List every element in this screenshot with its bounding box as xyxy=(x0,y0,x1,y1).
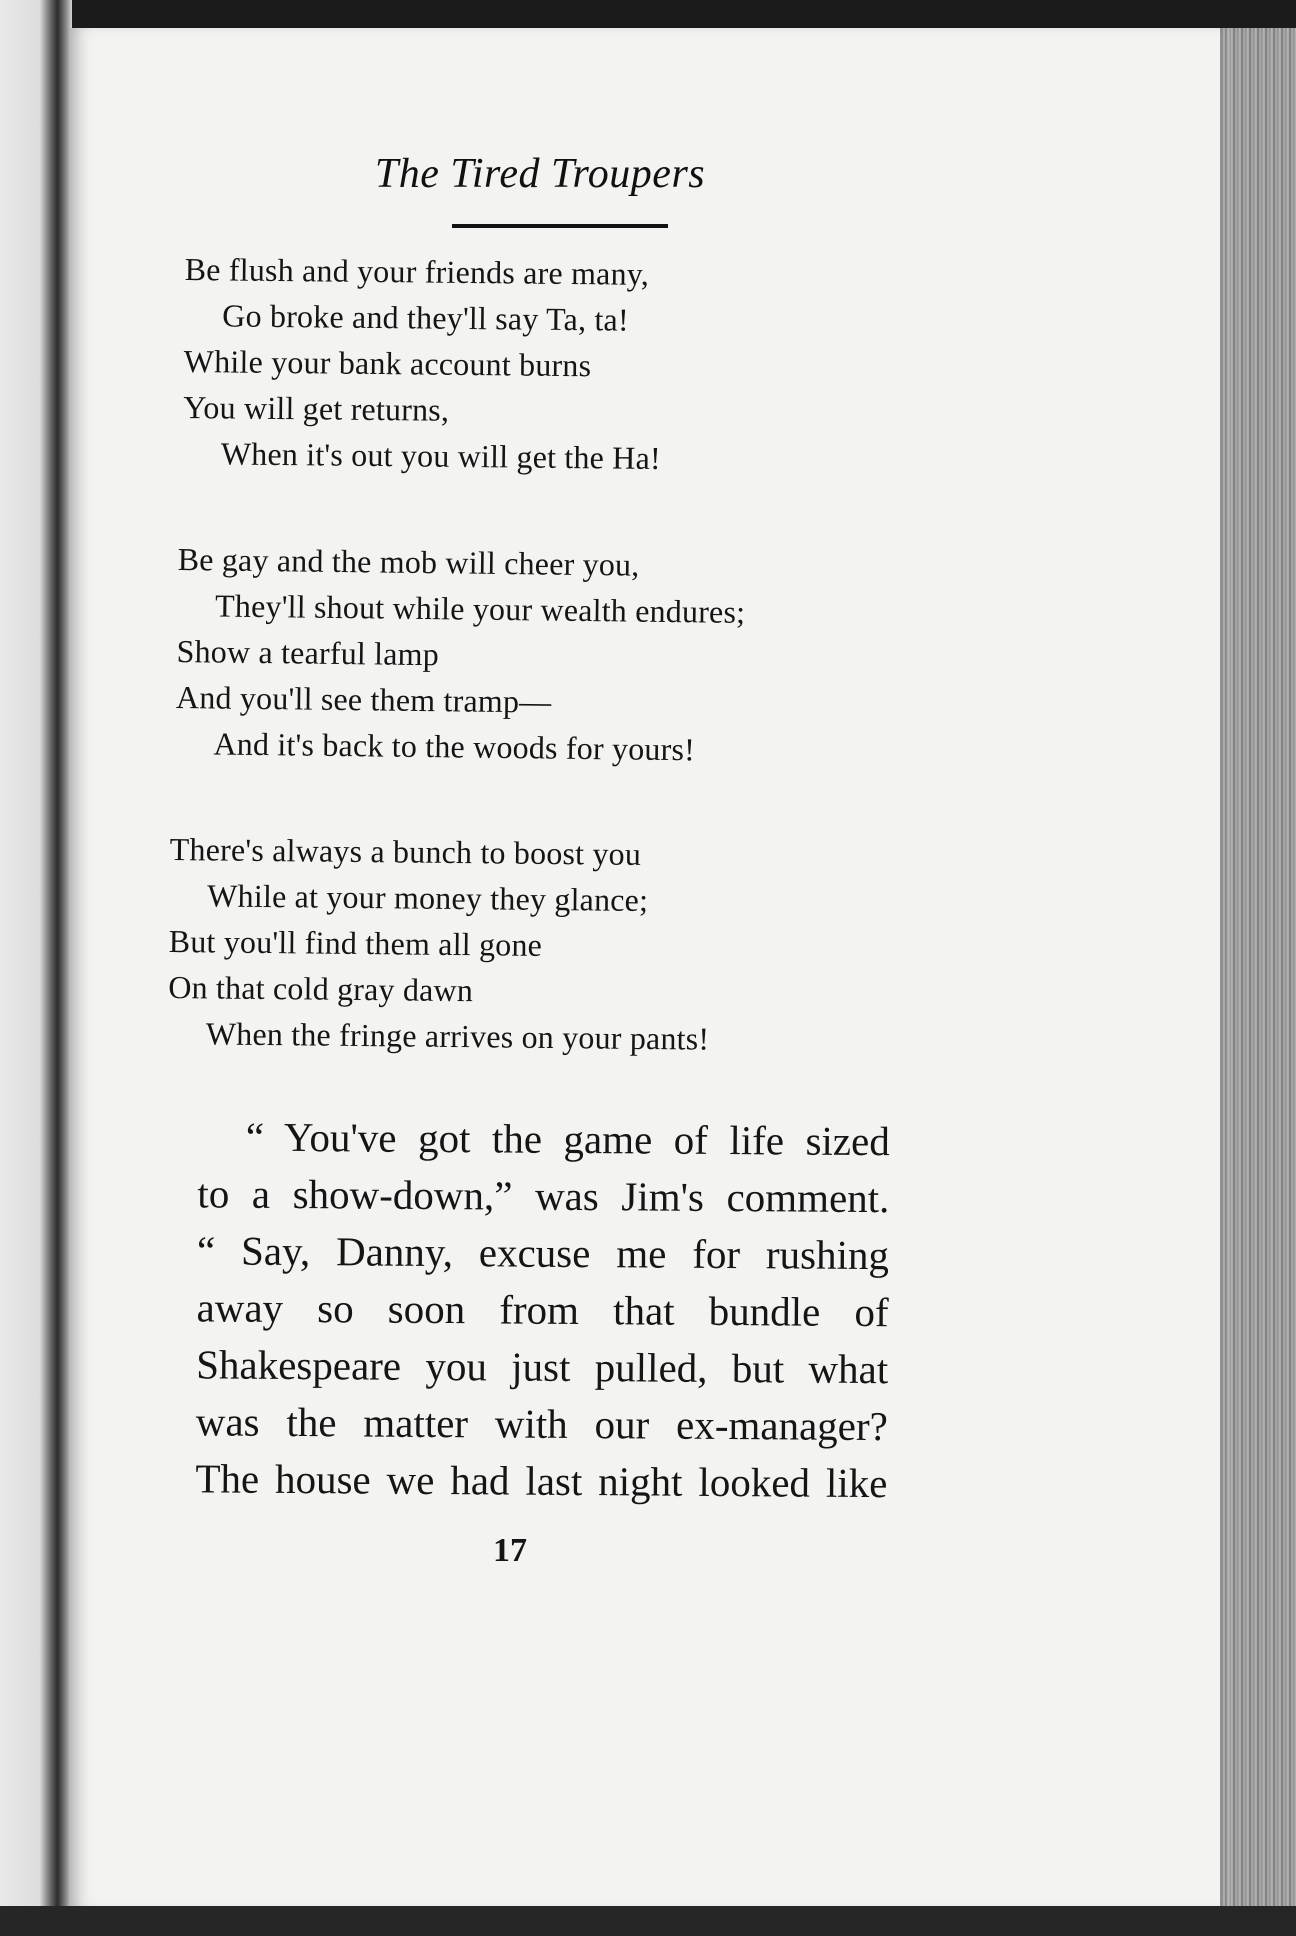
running-head: The Tired Troupers xyxy=(374,151,706,197)
prose-paragraph xyxy=(147,1108,890,1512)
prose-line: away so soon from that bundle of xyxy=(196,1284,889,1336)
head-rule xyxy=(452,224,668,228)
verse-line: And you'll see them tramp— xyxy=(175,678,552,720)
prose-line: “ You've got the game of life sized xyxy=(245,1113,890,1165)
verse-line: Be flush and your friends are many, xyxy=(184,250,650,292)
verse-line: While your bank account burns xyxy=(183,342,592,384)
verse-line: There's always a bunch to boost you xyxy=(169,830,642,872)
stanza-3 xyxy=(168,826,970,1064)
verse-line: When the fringe arrives on your pants! xyxy=(205,1015,710,1057)
prose-line: “ Say, Danny, excuse me for rushing xyxy=(196,1227,890,1279)
stanza-1 xyxy=(183,246,985,484)
verse-line: On that cold gray dawn xyxy=(168,968,474,1009)
page-number: 17 xyxy=(493,1532,527,1569)
prose-line: was the matter with our ex-manager? xyxy=(195,1398,888,1450)
verse-line: Go broke and they'll say Ta, ta! xyxy=(222,297,630,338)
verse-line: While at your money they glance; xyxy=(207,877,649,919)
verse-line: Be gay and the mob will cheer you, xyxy=(177,540,640,583)
prose-line: The house we had last night looked like xyxy=(195,1455,888,1507)
prose-line: Shakespeare you just pulled, but what xyxy=(196,1341,889,1393)
prose-line: to a show-down,” was Jim's comment. xyxy=(197,1170,890,1222)
verse-line: When it's out you will get the Ha! xyxy=(220,435,662,476)
verse-line: They'll shout while your wealth endures; xyxy=(214,587,746,630)
verse-line: Show a tearful lamp xyxy=(176,632,440,673)
stanza-2 xyxy=(175,536,978,776)
verse-line: And it's back to the woods for yours! xyxy=(213,725,696,768)
verse-line: But you'll find them all gone xyxy=(168,922,543,963)
verse-line: You will get returns, xyxy=(183,388,450,428)
